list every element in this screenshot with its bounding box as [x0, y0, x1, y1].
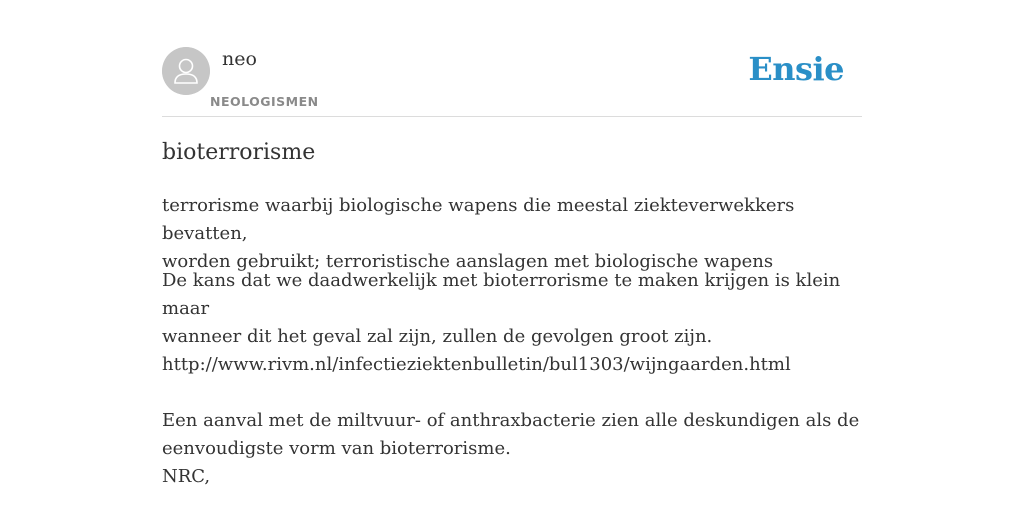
- entry-header: [162, 46, 862, 117]
- paragraph-gap: [162, 379, 862, 407]
- example-source-link: http://www.rivm.nl/infectieziektenbulletin/bul1303/wijngaarden.html: [162, 354, 791, 375]
- author-username[interactable]: neo: [222, 48, 257, 70]
- example-source: NRC,: [162, 466, 211, 487]
- entry-title: bioterrorisme: [162, 140, 316, 165]
- example-line: eenvoudigste vorm van bioterrorisme.: [162, 438, 511, 459]
- category-label[interactable]: NEOLOGISMEN: [210, 94, 319, 109]
- user-avatar-icon[interactable]: [162, 47, 210, 95]
- entry-examples: [162, 267, 862, 491]
- definition-line: worden gebruikt; terroristische aanslagen met biologische wapens: [162, 251, 774, 272]
- example-line: wanneer dit het geval zal zijn, zullen de gevolgen groot zijn.: [162, 326, 713, 347]
- entry-definition: [162, 192, 862, 276]
- example-line: De kans dat we daadwerkelijk met bioterrorisme te maken krijgen is klein maar: [162, 270, 841, 319]
- example-line: Een aanval met de miltvuur- of anthraxbacterie zien alle deskundigen als de: [162, 410, 860, 431]
- definition-line: terrorisme waarbij biologische wapens die meestal ziekteverwekkers bevatten,: [162, 195, 795, 244]
- brand-logo[interactable]: Ensie: [748, 50, 844, 88]
